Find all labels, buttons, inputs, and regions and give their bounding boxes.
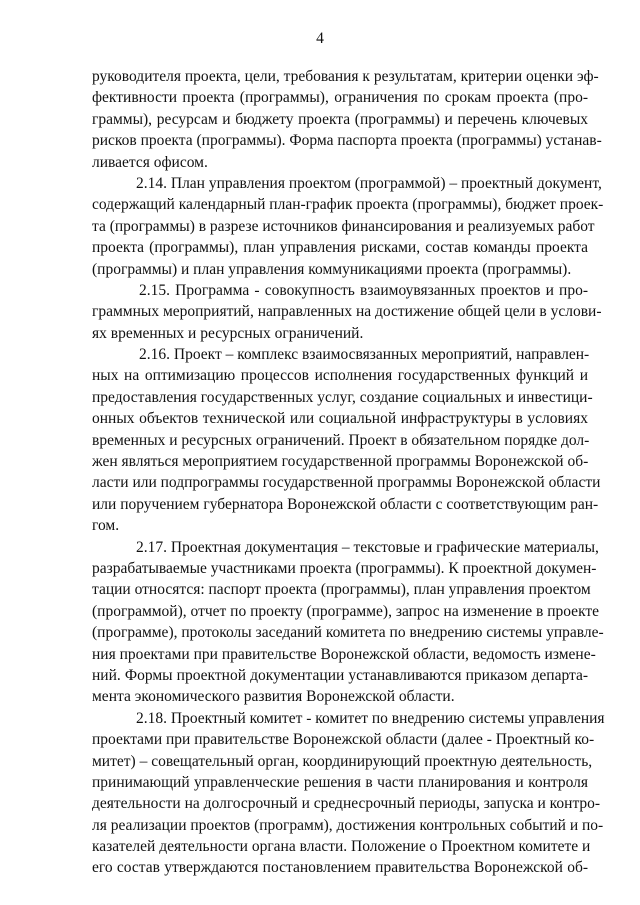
text-line: ля реализации проектов (программ), достижения контрольных событий и по- [92, 816, 604, 834]
text-line: мента экономического развития Воронежской области. [92, 688, 455, 706]
text-line: граммных мероприятий, направленных на достижение общей цели в услови- [92, 303, 602, 321]
text-line: ных на оптимизацию процессов исполнения государственных функций и [92, 367, 588, 385]
text-line: гом. [92, 517, 120, 535]
text-line: ния проектами при правительстве Воронежской области, ведомость измене- [92, 645, 596, 663]
text-line: деятельности на долгосрочный и среднесрочный периоды, запуска и контро- [92, 795, 601, 813]
paragraph [92, 173, 604, 280]
text-line: та (программы) в разрезе источников финансирования и реализуемых работ [92, 217, 595, 235]
text-line: содержащий календарный план-график проекта (программы), бюджет проек- [92, 196, 604, 214]
text-line: 2.15. Программа - совокупность взаимоувязанных проектов и про- [139, 281, 588, 299]
text-line: временных и ресурсных ограничений. Проект в обязательном порядке дол- [92, 431, 590, 449]
text-line: тации относятся: паспорт проекта (программы), план управления проектом [92, 581, 591, 599]
text-line: жен являться мероприятием государственной программы Воронежской об- [92, 453, 589, 471]
paragraph [92, 66, 602, 173]
text-line: ливается офисом. [92, 153, 208, 171]
text-line: (программой), отчет по проекту (программе), запрос на изменение в проекте [92, 602, 600, 620]
text-line: 2.16. Проект – комплекс взаимосвязанных мероприятий, направлен- [139, 346, 590, 364]
paragraph [92, 280, 602, 344]
text-line: (программы) и план управления коммуникациями проекта (программы). [92, 260, 572, 278]
text-line: или поручением губернатора Воронежской области с соответствующим ран- [92, 495, 599, 513]
text-line: предоставления государственных услуг, создание социальных и инвестици- [92, 388, 593, 406]
text-line: руководителя проекта, цели, требования к результатам, критерии оценки эф- [92, 68, 599, 85]
text-line: казателей деятельности органа власти. Положение о Проектном комитете и [92, 838, 591, 856]
paragraph [92, 708, 605, 879]
text-line: разрабатываемые участниками проекта (программы). К проектной докумен- [92, 559, 597, 577]
text-line: фективности проекта (программы), ограничения по срокам проекта (про- [92, 89, 588, 107]
text-line: проекта (программы), план управления рисками, состав команды проекта [92, 239, 588, 257]
document-body [92, 66, 605, 879]
page-number: 4 [316, 30, 324, 47]
text-line: ний. Формы проектной документации устанавливаются приказом департа- [92, 666, 588, 684]
text-line: проектами при правительстве Воронежской области (далее - Проектный ко- [92, 731, 595, 749]
paragraph [92, 537, 604, 708]
text-line: онных объектов технической или социальной инфраструктуры в условиях [92, 410, 588, 428]
text-line: рисков проекта (программы). Форма паспорта проекта (программы) устанав- [92, 132, 602, 150]
text-line: (программе), протоколы заседаний комитета по внедрению системы управле- [92, 624, 604, 642]
text-line: принимающий управленческие решения в части планирования и контроля [92, 773, 588, 791]
text-line: его состав утверждаются постановлением правительства Воронежской об- [92, 859, 588, 877]
text-line: 2.18. Проектный комитет - комитет по внедрению системы управления [136, 709, 605, 727]
text-line: митет) – совещательный орган, координирующий проектную деятельность, [92, 752, 593, 770]
text-line: 2.17. Проектная документация – текстовые и графические материалы, [136, 538, 599, 556]
text-line: ях временных и ресурсных ограничений. [92, 324, 364, 342]
text-line: 2.14. План управления проектом (программой) – проектный документ, [136, 174, 602, 192]
text-line: ласти или подпрограммы государственной программы Воронежской области [92, 474, 601, 492]
paragraph [92, 344, 601, 537]
text-line: граммы), ресурсам и бюджету проекта (программы) и перечень ключевых [92, 110, 588, 128]
